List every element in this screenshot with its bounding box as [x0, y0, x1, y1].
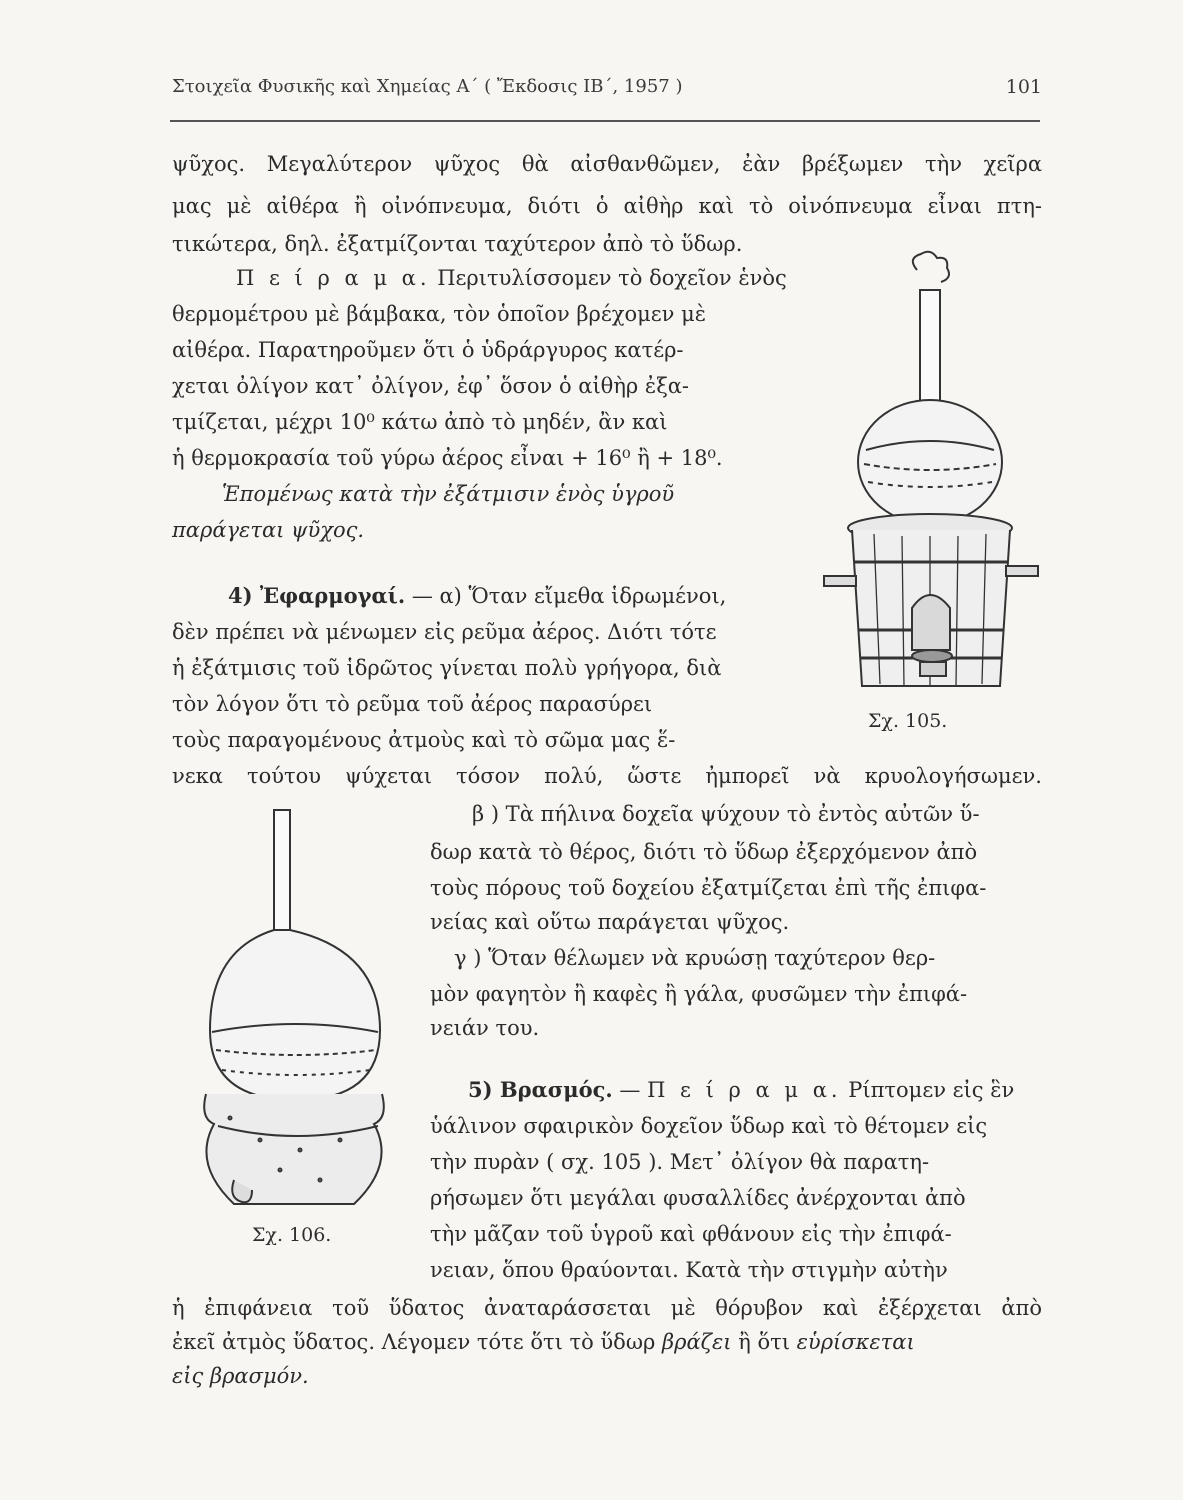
running-header: [172, 76, 1042, 102]
text-line-32-c: ἢ ὅτι: [731, 1330, 797, 1354]
section-5-dash: —: [612, 1078, 648, 1102]
text-line-32-a: ἐκεῖ ἀτμὸς ὕδατος. Λέγομεν τότε ὅτι τὸ ὕδωρ: [172, 1330, 662, 1354]
text-line-30: νειαν, ὅπου θραύονται. Κατὰ τὴν στιγμὴν αὐτὴν: [430, 1258, 948, 1282]
figure-106: [190, 800, 400, 1210]
text-line-8: τμίζεται, μέχρι 10⁰ κάτω ἀπὸ τὸ μηδέν, ἂν καὶ: [172, 410, 668, 434]
text-line-32: [172, 1328, 915, 1356]
text-line-9: ἡ θερμοκρασία τοῦ γύρω ἀέρος εἶναι + 16⁰ ἢ + 18⁰.: [172, 446, 723, 470]
text-line-28: ρήσωμεν ὅτι μεγάλαι φυσαλλίδες ἀνέρχονται ἀπὸ: [430, 1186, 966, 1210]
text-line-4: [236, 264, 787, 292]
text-line-13: δὲν πρέπει νὰ μένωμεν εἰς ρεῦμα ἀέρος. Διότι τότε: [172, 620, 717, 644]
text-line-1: ψῦχος. Μεγαλύτερον ψῦχος θὰ αἰσθανθῶμεν, ἐὰν βρέξωμεν τὴν χεῖρα: [172, 152, 1042, 176]
text-line-17: νεκα τούτου ψύχεται τόσον πολύ, ὥστε ἠμπορεῖ νὰ κρυολογήσωμεν.: [172, 764, 1042, 788]
text-line-11: παράγεται ψῦχος.: [172, 518, 365, 542]
vapor-puff: [913, 252, 949, 282]
section-4-line: [228, 582, 726, 610]
experiment-label: Π ε ί ρ α μ α.: [236, 266, 431, 290]
text-line-32-italic-found: εὑρίσκεται: [796, 1330, 915, 1354]
figure-106-caption: Σχ. 106.: [252, 1224, 332, 1246]
text-line-32-italic-boils: βράζει: [661, 1330, 732, 1354]
text-line-4-rest: Περιτυλίσσομεν τὸ δοχεῖον ἑνὸς: [430, 266, 787, 290]
text-line-16: τοὺς παραγομένους ἀτμοὺς καὶ τὸ σῶμα μας ἕ-: [172, 728, 676, 752]
figure-105-caption: Σχ. 105.: [868, 710, 948, 732]
header-rule: [170, 120, 1040, 122]
figure-105: [822, 250, 1042, 710]
text-line-21: νείας καὶ οὕτω παράγεται ψῦχος.: [430, 910, 790, 934]
section-5-heading: 5) Βρασμός.: [468, 1077, 613, 1102]
section-5-experiment-label: Π ε ί ρ α μ α.: [647, 1078, 842, 1102]
text-line-7: χεται ὀλίγον κατ᾽ ὀλίγον, ἐφ᾽ ὅσον ὁ αἰθὴρ ἐξα-: [172, 374, 690, 398]
section-5-rest: Ρίπτομεν εἰς ἓν: [841, 1078, 1015, 1102]
text-line-23: μὸν φαγητὸν ἢ καφὲς ἢ γάλα, φυσῶμεν τὴν ἐπιφά-: [430, 982, 968, 1006]
header-title: Στοιχεῖα Φυσικῆς καὶ Χημείας Α΄ ( Ἔκδοσις ΙΒ΄, 1957 ): [172, 76, 683, 97]
page-number: 101: [1005, 76, 1042, 98]
text-line-2: μας μὲ αἰθέρα ἢ οἰνόπνευμα, διότι ὁ αἰθὴρ καὶ τὸ οἰνόπνευμα εἶναι πτη-: [172, 194, 1042, 218]
text-line-26: ὑάλινον σφαιρικὸν δοχεῖον ὕδωρ καὶ τὸ θέτομεν εἰς: [430, 1114, 988, 1138]
text-line-24: νειάν του.: [430, 1016, 540, 1040]
figure-105-drawing: [822, 250, 1042, 710]
text-line-3: τικώτερα, δηλ. ἐξατμίζονται ταχύτερον ἀπὸ τὸ ὕδωρ.: [172, 232, 743, 256]
text-line-22: γ ) Ὅταν θέλωμεν νὰ κρυώσῃ ταχύτερον θερ-: [454, 946, 936, 970]
text-line-6: αἰθέρα. Παρατηροῦμεν ὅτι ὁ ὑδράργυρος κατέρ-: [172, 338, 684, 362]
text-line-33: εἰς βρασμόν.: [172, 1364, 309, 1388]
text-line-18: β ) Τὰ πήλινα δοχεῖα ψύχουν τὸ ἐντὸς αὐτῶν ὕ-: [472, 802, 980, 826]
figure-106-drawing: [190, 800, 400, 1210]
section-4-heading: 4) Ἐφαρμογαί.: [228, 583, 406, 608]
text-line-20: τοὺς πόρους τοῦ δοχείου ἐξατμίζεται ἐπὶ τῆς ἐπιφα-: [430, 876, 987, 900]
text-line-27: τὴν πυρὰν ( σχ. 105 ). Μετ᾽ ὀλίγον θὰ παρατη-: [430, 1150, 930, 1174]
section-5-line: [468, 1076, 1014, 1104]
text-line-14: ἡ ἐξάτμισις τοῦ ἱδρῶτος γίνεται πολὺ γρήγορα, διὰ: [172, 656, 722, 680]
text-line-10: Ἑπομένως κατὰ τὴν ἐξάτμισιν ἑνὸς ὑγροῦ: [222, 482, 675, 506]
text-line-5: θερμομέτρου μὲ βάμβακα, τὸν ὁποῖον βρέχομεν μὲ: [172, 302, 707, 326]
text-line-15: τὸν λόγον ὅτι τὸ ρεῦμα τοῦ ἀέρος παρασύρει: [172, 692, 653, 716]
section-4-rest: — α) Ὅταν εἴμεθα ἱδρωμένοι,: [405, 584, 727, 608]
text-line-19: δωρ κατὰ τὸ θέρος, διότι τὸ ὕδωρ ἐξερχόμενον ἀπὸ: [430, 840, 978, 864]
text-line-31: ἡ ἐπιφάνεια τοῦ ὕδατος ἀναταράσσεται μὲ θόρυβον καὶ ἐξέρχεται ἀπὸ: [172, 1296, 1042, 1320]
text-line-29: τὴν μᾶζαν τοῦ ὑγροῦ καὶ φθάνουν εἰς τὴν ἐπιφά-: [430, 1222, 952, 1246]
